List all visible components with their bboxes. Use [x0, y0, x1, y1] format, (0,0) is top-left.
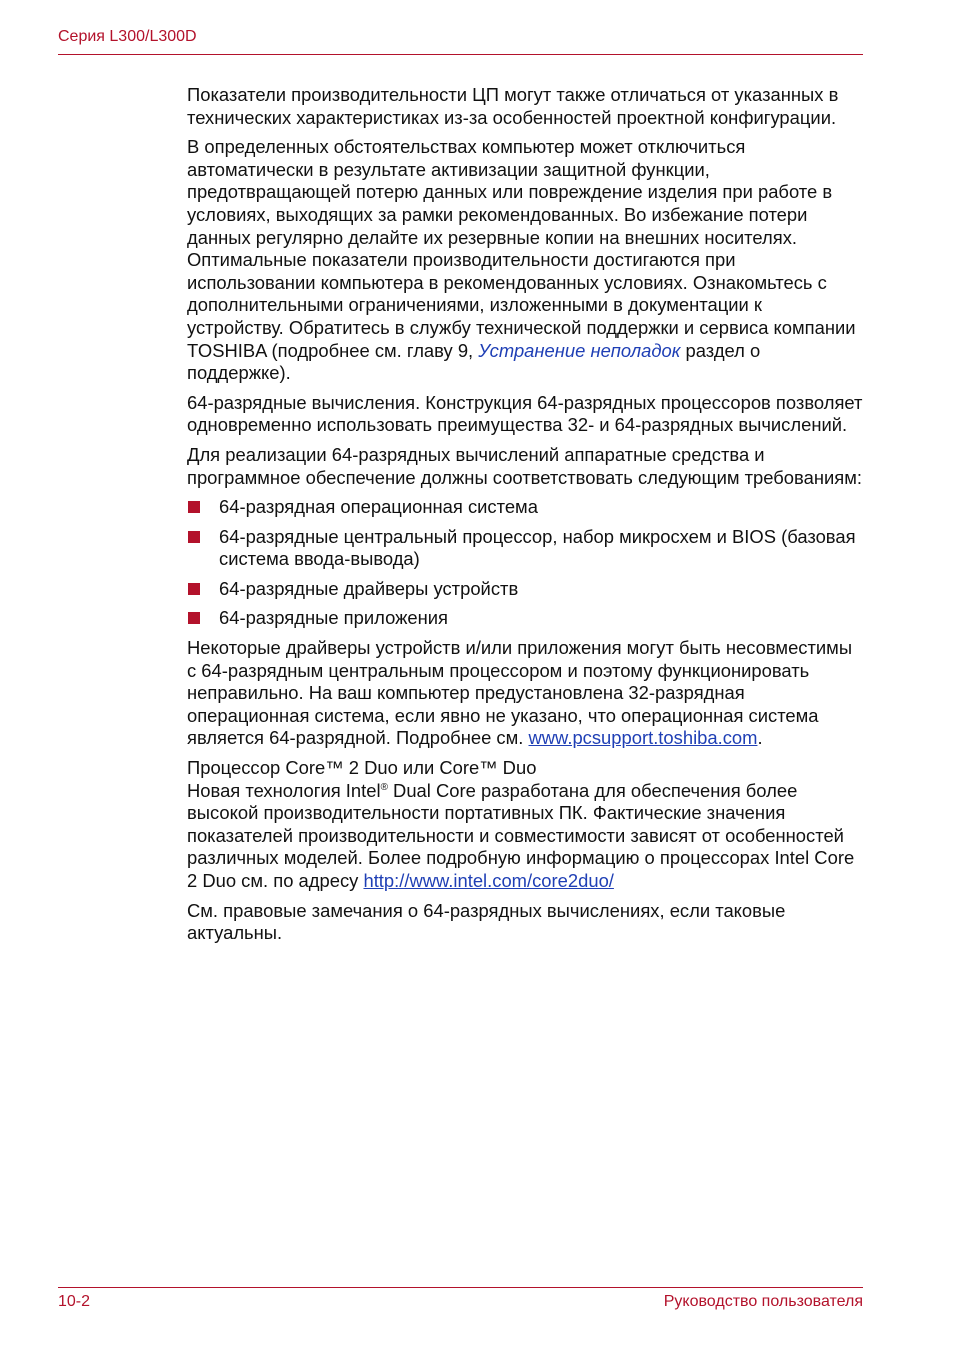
square-bullet-icon [188, 531, 200, 543]
paragraph-intel-text-a: Новая технология Intel [187, 779, 381, 801]
paragraph-auto-shutdown-text: В определенных обстоятельствах компьютер может отключиться автоматически в результате активизации защитной функции, предотвращающей потерю данных или повреждение изделия при работе в условиях, выходящих за рамки рекомендованных. Во избежание потери данных регулярно делайте их резервные копии на внешних носителях. Оптимальные показатели производительности достигаются при использовании компьютера в рекомендованных условиях. Ознакомьтесь с дополнительными ограничениями, изложенными в документации к устройству. Обратитесь в службу технической поддержки и сервиса компании TOSHIBA (подробнее см. главу 9, [187, 136, 856, 361]
paragraph-64bit-computing: 64-разрядные вычисления. Конструкция 64-разрядных процессоров позволяет одновременно использовать преимущества 32- и 64-разрядных вычислений. [187, 391, 863, 436]
paragraph-intel-text-b: Dual Core разработана для обеспечения более высокой производительности портативных ПК. Фактические значения показателей производительности и совместимости зависят от особенностей различных моделей. Более подробную информацию о процессорах Intel Core 2 Duo см. по адресу [187, 779, 855, 891]
paragraph-legal-notes: См. правовые замечания о 64-разрядных вычислениях, если таковые актуальны. [187, 899, 786, 944]
list-item-text: 64-разрядные драйверы устройств [219, 577, 519, 599]
paragraph-auto-shutdown-tail: раздел о поддержке). [187, 339, 761, 384]
header-divider [58, 54, 863, 55]
paragraph-cpu-performance: Показатели производительности ЦП могут также отличаться от указанных в технических характеристиках из-за особенностей проектной конфигурации. [187, 84, 839, 128]
list-item-text: 64-разрядные приложения [219, 607, 449, 629]
core-duo-heading: Процессор Core™ 2 Duo или Core™ Duo [187, 757, 537, 779]
list-item [187, 607, 863, 630]
page-number: 10-2 [58, 1293, 91, 1310]
paragraph-driver-compat-text: Некоторые драйверы устройств и/или приложения могут быть несовместимы с 64-разрядным центральным процессором и поэтому функционировать неправильно. На ваш компьютер предустановлена 32-разрядная операционная система, если явно не указано, что операционная система является 64-разрядной. Подробнее см. [187, 637, 853, 749]
paragraph-64bit-requirements: Для реализации 64-разрядных вычислений аппаратные средства и программное обеспечение должны соответствовать следующим требованиям: [187, 443, 862, 488]
paragraph-auto-shutdown [187, 136, 863, 385]
list-item-text: 64-разрядные центральный процессор, набор микросхем и BIOS (базовая система ввода-вывода) [219, 525, 856, 570]
page-body [187, 84, 863, 952]
paragraph-driver-compat [187, 637, 863, 750]
list-item-text: 64-разрядная операционная система [219, 496, 538, 518]
pcsupport-link[interactable]: www.pcsupport.toshiba.com [528, 727, 758, 749]
running-header: Серия L300/L300D [58, 28, 197, 45]
requirements-list [187, 496, 863, 630]
paragraph-intel-dual-core [187, 780, 863, 893]
intel-core2duo-link[interactable]: http://www.intel.com/core2duo/ [363, 870, 614, 891]
footer-doc-title: Руководство пользователя [663, 1293, 863, 1310]
registered-mark: ® [380, 781, 388, 793]
footer-divider [58, 1287, 863, 1288]
list-item [187, 526, 863, 571]
square-bullet-icon [188, 612, 200, 624]
square-bullet-icon [188, 583, 200, 595]
square-bullet-icon [188, 501, 200, 513]
list-item [187, 578, 863, 601]
troubleshooting-crossref-link[interactable]: Устранение неполадок [478, 339, 681, 361]
list-item [187, 496, 863, 519]
paragraph-driver-compat-tail: . [757, 727, 763, 749]
